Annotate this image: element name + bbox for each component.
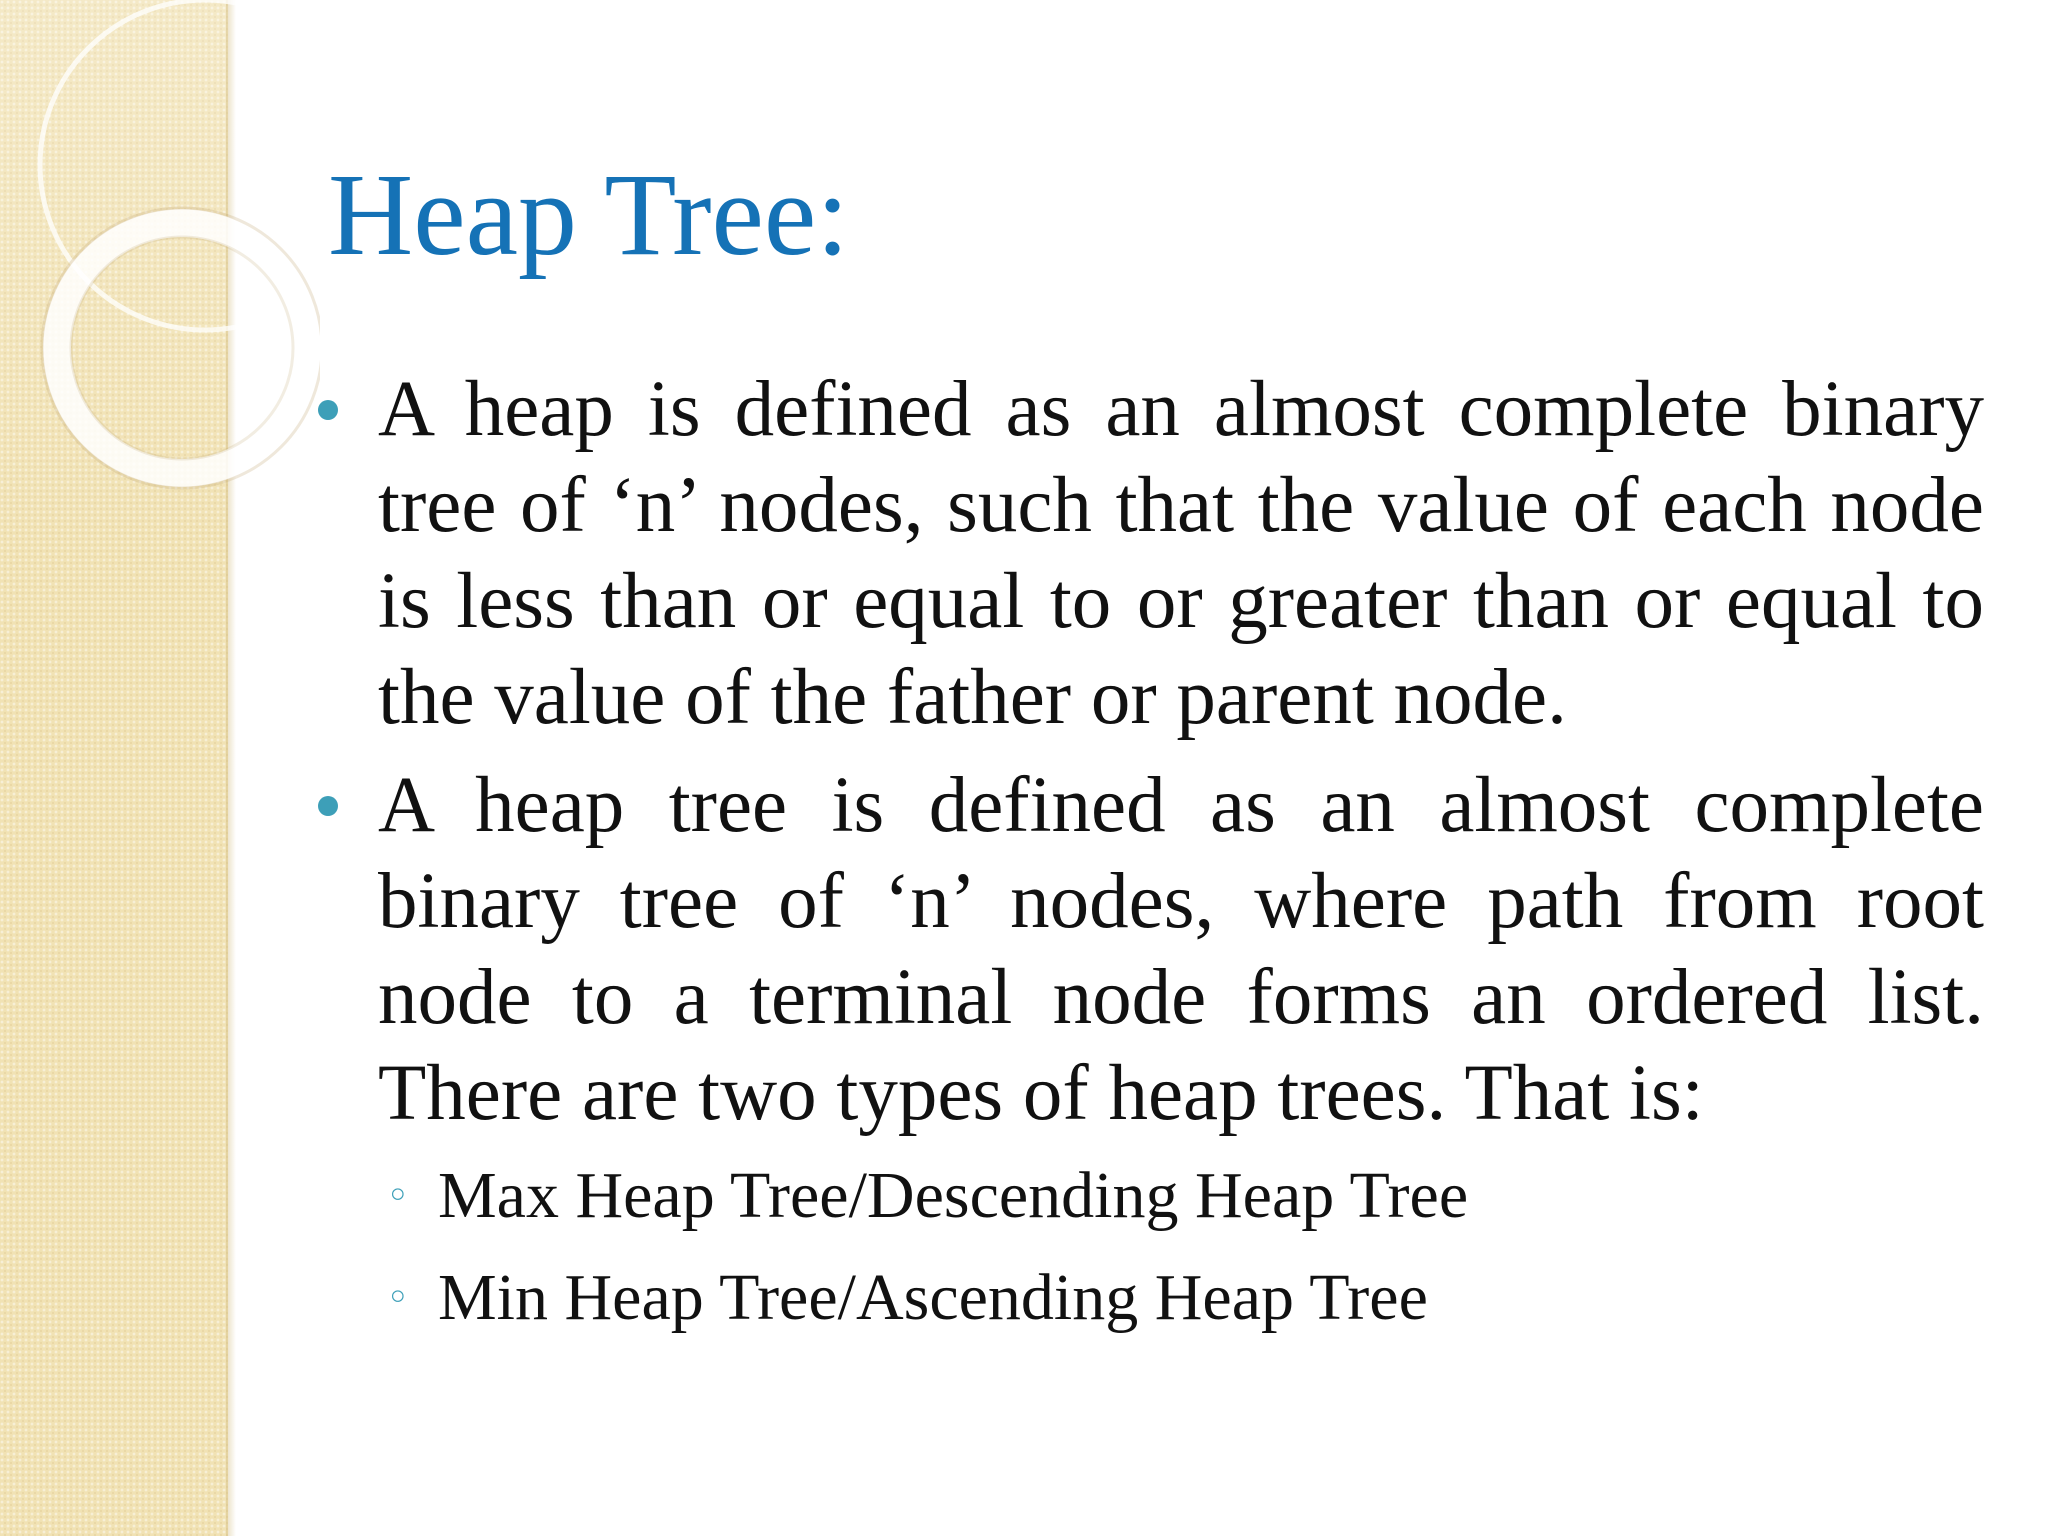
bullet-text: A heap is defined as an almost complete binary tree of ‘n’ nodes, such that the value of each node is less than or equal to or greater than or equal to the value of the father or parent node. [378, 366, 1984, 741]
sub-bullet-text: Max Heap Tree/Descending Heap Tree [438, 1159, 1469, 1232]
bullet-dot-icon [318, 400, 338, 420]
slide-content [318, 362, 1984, 1358]
sub-bullet-list [378, 1148, 1984, 1346]
sub-bullet-item [378, 1148, 1984, 1244]
bullet-dot-icon [318, 796, 338, 816]
small-ring [57, 223, 307, 473]
slide-title: Heap Tree: [328, 149, 850, 280]
hollow-circle-bullet-icon: ◦ [386, 1173, 410, 1219]
bullet-text: A heap tree is defined as an almost complete binary tree of ‘n’ nodes, where path from root node to a terminal node forms an ordered list. There are two types of heap trees. That is: [378, 762, 1984, 1137]
sub-bullet-text: Min Heap Tree/Ascending Heap Tree [438, 1261, 1428, 1334]
bullet-item-2 [318, 758, 1984, 1346]
hollow-circle-bullet-icon: ◦ [386, 1275, 410, 1321]
decorative-rings [0, 0, 320, 520]
bullet-item-1 [318, 362, 1984, 746]
small-ring-inner-shadow [71, 237, 293, 459]
sub-bullet-item [378, 1250, 1984, 1346]
